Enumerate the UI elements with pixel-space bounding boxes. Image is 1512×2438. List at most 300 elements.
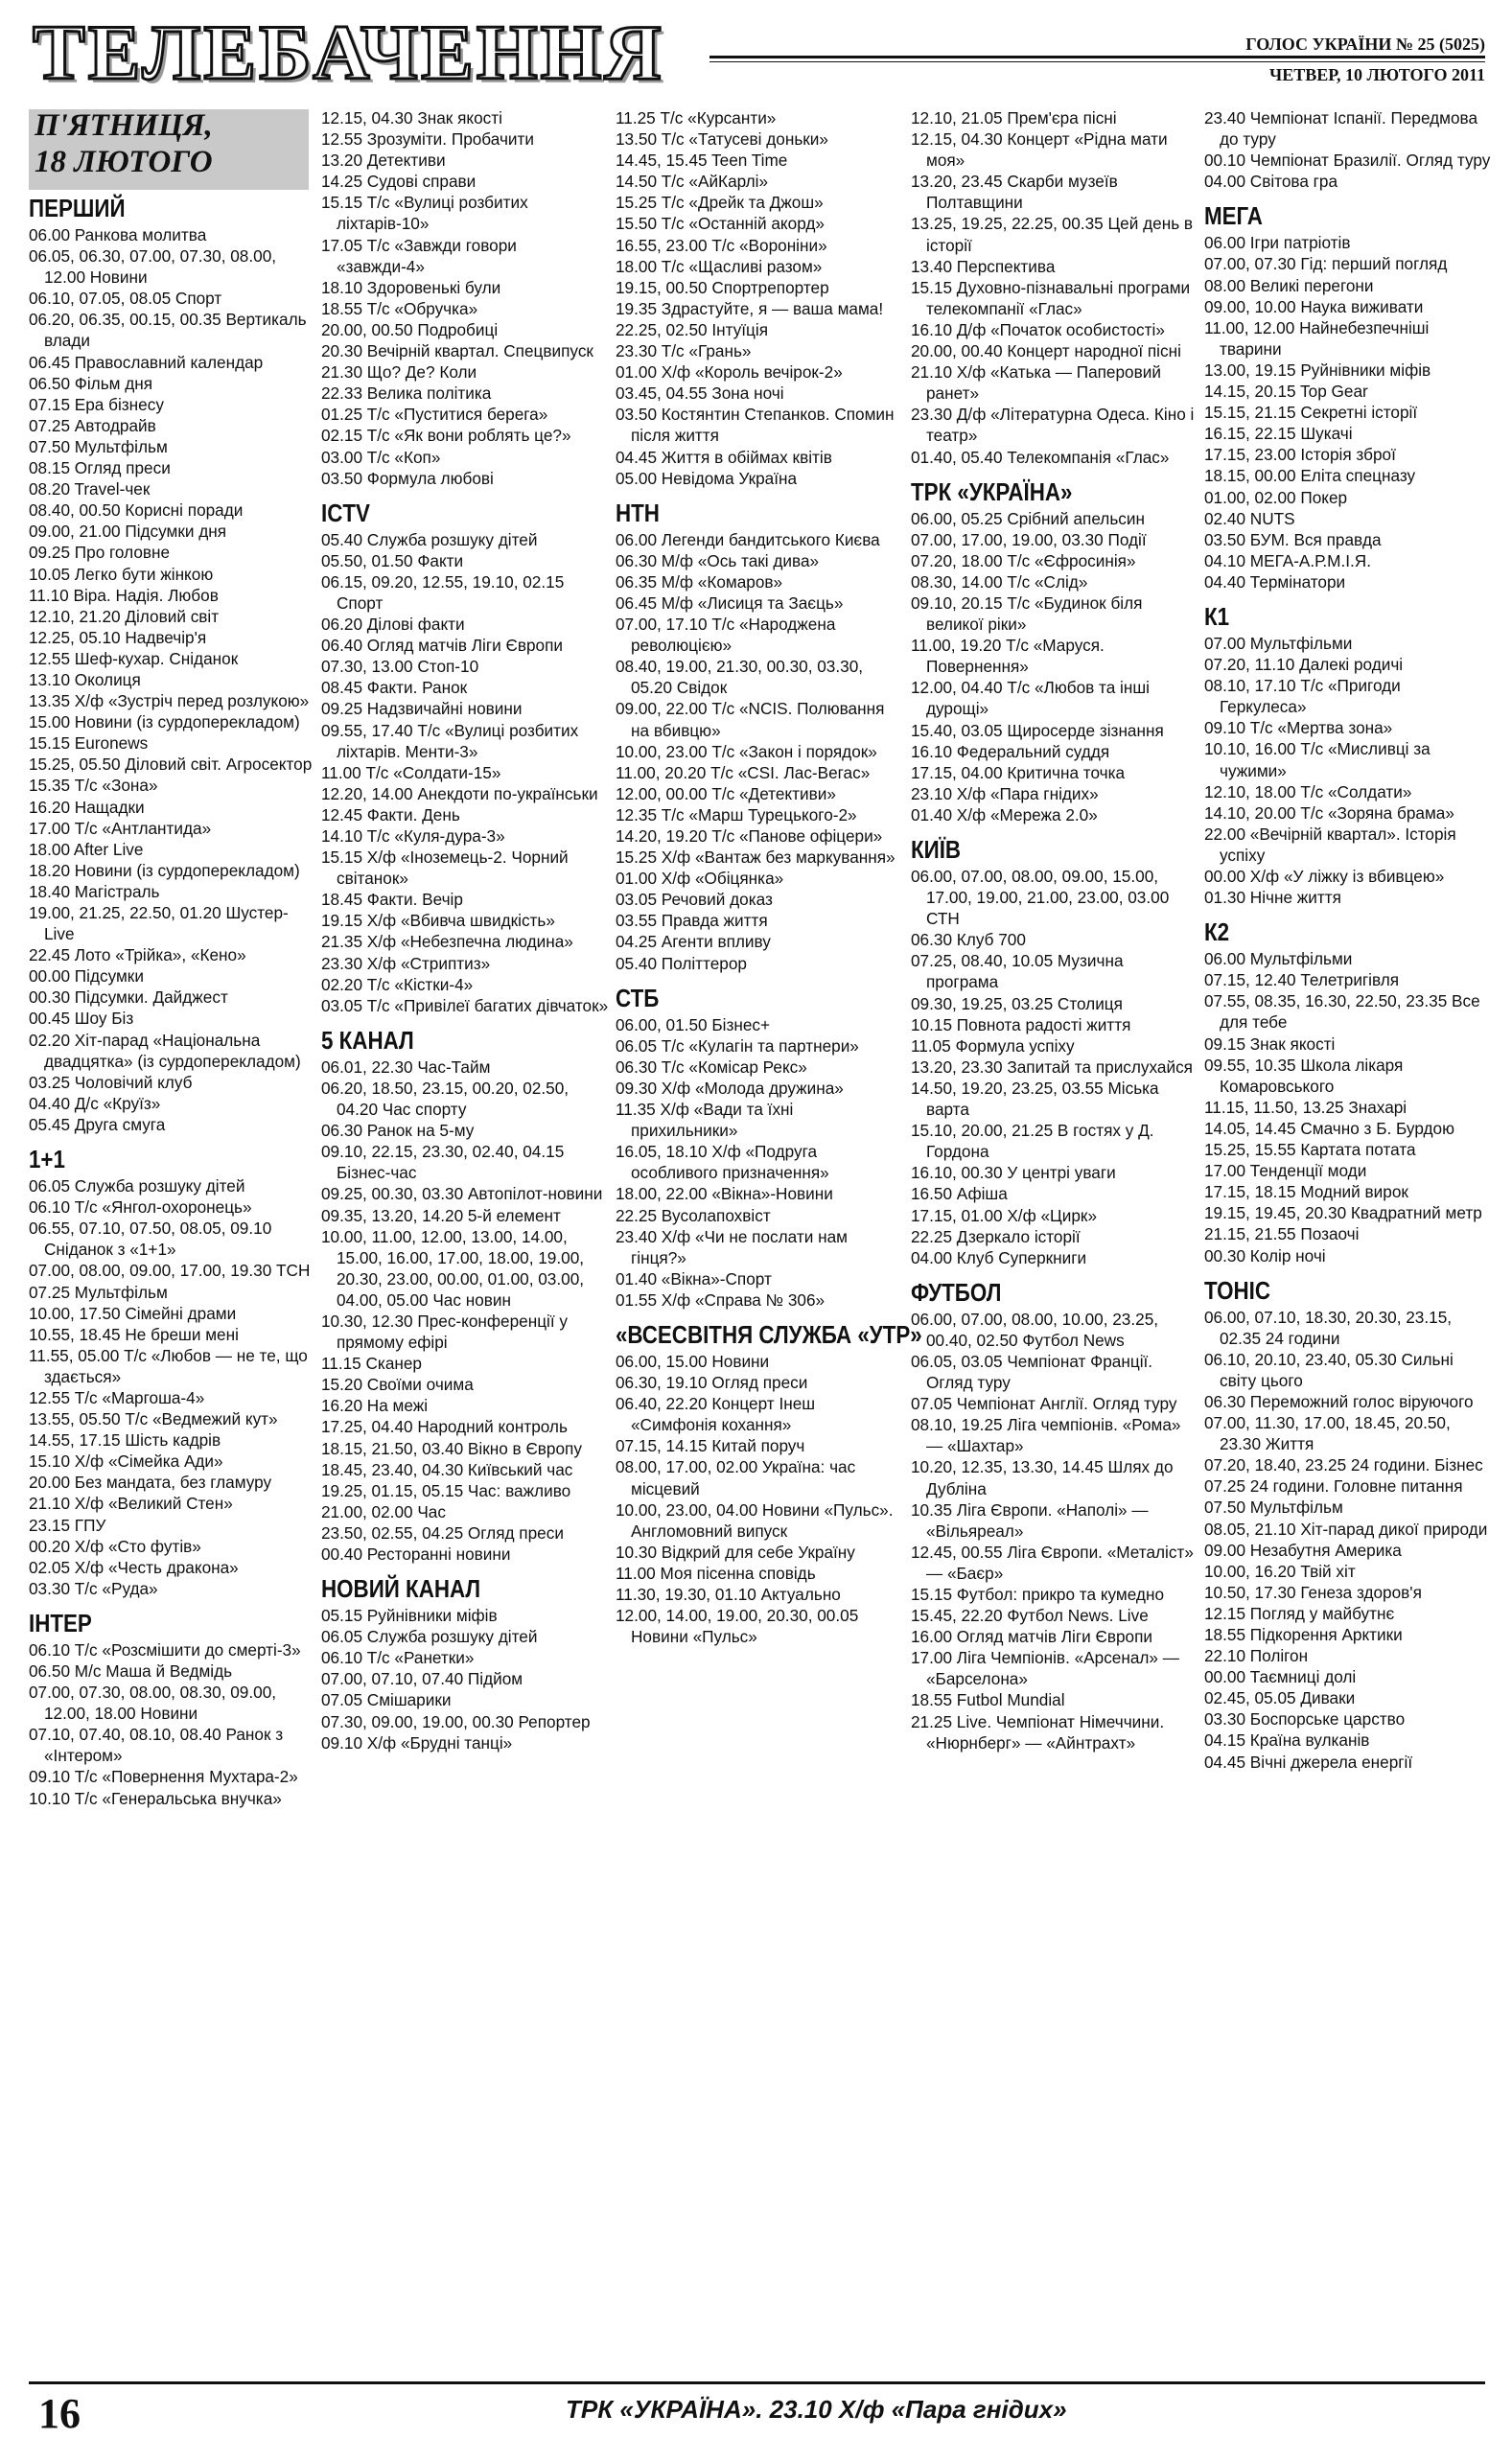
- issue-date: ЧЕТВЕР, 10 ЛЮТОГО 2011: [1269, 65, 1485, 84]
- program-item: 03.05 Речовий доказ: [616, 890, 773, 910]
- program-item: 08.10, 19.25 Ліга чемпіонів. «Рома» — «Шахтар»: [911, 1415, 1181, 1456]
- program-item: 09.00, 10.00 Наука виживати: [1204, 296, 1424, 316]
- program-item: 03.50 Формула любові: [321, 468, 494, 488]
- program-item: 17.15, 01.00 Х/ф «Цирк»: [911, 1205, 1098, 1225]
- program-item: 06.30 Клуб 700: [911, 930, 1026, 950]
- program-item: 06.00, 07.00, 08.00, 10.00, 23.25, 00.40, 02.50 Футбол News: [911, 1309, 1159, 1350]
- program-item: 14.50, 19.20, 23.25, 03.55 Міська варта: [911, 1078, 1159, 1120]
- program-item: 15.35 Т/с «Зона»: [29, 776, 158, 796]
- masthead: [0, 0, 1512, 105]
- program-item: 15.10, 20.00, 21.25 В гостях у Д. Гордона: [911, 1121, 1154, 1162]
- program-item: 06.35 М/ф «Комаров»: [616, 571, 783, 592]
- channel-name: ФУТБОЛ: [911, 1277, 1002, 1307]
- schedule-column-1: [29, 192, 316, 1809]
- program-item: 03.25 Чоловічий клуб: [29, 1072, 193, 1092]
- program-item: 03.05 Т/с «Привілеї багатих дівчаток»: [321, 995, 609, 1015]
- program-item: 04.00 Світова гра: [1204, 172, 1338, 192]
- program-item: 17.15, 23.00 Історія зброї: [1204, 445, 1396, 465]
- program-item: 04.25 Агенти впливу: [616, 932, 771, 952]
- program-item: 17.15, 04.00 Критична точка: [911, 762, 1126, 782]
- program-item: 13.20, 23.45 Скарби музеїв Полтавщини: [911, 172, 1118, 213]
- program-item: 06.05 Служба розшуку дітей: [321, 1627, 538, 1647]
- program-item: 02.40 NUTS: [1204, 508, 1295, 528]
- program-item: 16.00 Огляд матчів Ліги Європи: [911, 1627, 1152, 1647]
- program-item: 11.00 Моя пісенна сповідь: [616, 1563, 816, 1583]
- program-item: 15.15 Духовно-пізнавальні програми телекомпанії «Глас»: [911, 277, 1191, 318]
- program-item: 09.55, 10.35 Школа лікаря Комаровського: [1204, 1055, 1404, 1096]
- program-item: 02.20 Т/с «Кістки-4»: [321, 974, 474, 994]
- program-item: 10.15 Повнота радості життя: [911, 1014, 1131, 1034]
- program-item: 05.00 Невідома Україна: [616, 468, 798, 488]
- program-item: 06.00 Мультфільми: [1204, 949, 1353, 969]
- program-item: 01.30 Нічне життя: [1204, 888, 1341, 908]
- program-item: 10.00, 17.50 Сімейні драми: [29, 1303, 237, 1323]
- program-item: 23.30 Т/с «Грань»: [616, 341, 752, 361]
- program-item: 18.20 Новини (із сурдоперекладом): [29, 860, 300, 880]
- program-item: 12.15, 04.30 Концерт «Рідна мати моя»: [911, 129, 1168, 171]
- program-item: 07.20, 11.10 Далекі родичі: [1204, 655, 1404, 675]
- program-item: 06.50 М/с Маша й Ведмідь: [29, 1661, 233, 1681]
- program-item: 19.00, 21.25, 22.50, 01.20 Шустер-Live: [29, 903, 289, 944]
- program-item: 18.15, 00.00 Еліта спецназу: [1204, 466, 1416, 486]
- program-item: 22.45 Лото «Трійка», «Кено»: [29, 945, 246, 965]
- program-item: 07.30, 09.00, 19.00, 00.30 Репортер: [321, 1711, 591, 1731]
- section-title: ТЕЛЕБАЧЕННЯ: [33, 9, 664, 96]
- program-item: 09.35, 13.20, 14.20 5-й елемент: [321, 1205, 561, 1225]
- program-item: 05.15 Руйнівники міфів: [321, 1606, 498, 1626]
- channel-name: 1+1: [29, 1145, 65, 1174]
- program-item: 12.45 Факти. День: [321, 804, 460, 824]
- program-item: 16.10 Федеральний суддя: [911, 741, 1110, 761]
- program-item: 09.00, 22.00 Т/с «NCIS. Полювання на вбивцю»: [616, 699, 885, 740]
- program-item: 09.30, 19.25, 03.25 Столиця: [911, 993, 1123, 1013]
- program-item: 14.10, 20.00 Т/с «Зоряна брама»: [1204, 802, 1454, 823]
- program-item: 15.20 Своїми очима: [321, 1375, 474, 1395]
- program-item: 01.00, 02.00 Покер: [1204, 487, 1348, 507]
- program-item: 04.00 Клуб Суперкниги: [911, 1247, 1087, 1267]
- program-item: 09.10, 20.15 Т/с «Будинок біля великої ріки»: [911, 592, 1143, 635]
- program-item: 20.30 Вечірній квартал. Спецвипуск: [321, 341, 593, 361]
- program-item: 06.10 Т/с «Розсмішити до смерті-3»: [29, 1639, 301, 1660]
- program-item: 12.00, 14.00, 19.00, 20.30, 00.05 Новини «Пульс»: [616, 1606, 859, 1647]
- program-item: 06.10 Т/с «Ранетки»: [321, 1648, 475, 1668]
- program-item: 00.30 Колір ночі: [1204, 1245, 1326, 1265]
- program-item: 08.00 Великі перегони: [1204, 275, 1374, 295]
- program-item: 09.10 Х/ф «Брудні танці»: [321, 1732, 513, 1753]
- program-item: 20.00 Без мандата, без гламуру: [29, 1473, 272, 1493]
- program-item: 07.20, 18.00 Т/с «Єфросинія»: [911, 550, 1136, 570]
- program-item: 19.15 Х/ф «Вбивча швидкість»: [321, 911, 555, 931]
- program-item: 22.25, 02.50 Інтуїція: [616, 319, 769, 339]
- program-item: 06.00 Легенди бандитського Києва: [616, 529, 880, 549]
- program-item: 21.30 Що? Де? Коли: [321, 362, 477, 383]
- program-item: 12.55 Шеф-кухар. Сніданок: [29, 648, 239, 668]
- program-item: 07.10, 07.40, 08.10, 08.40 Ранок з «Інтером»: [29, 1725, 284, 1766]
- program-item: 03.30 Т/с «Руда»: [29, 1578, 158, 1598]
- program-item: 22.25 Вусолапохвіст: [616, 1205, 771, 1225]
- program-item: 05.40 Політтерор: [616, 953, 747, 973]
- program-item: 07.25 24 години. Головне питання: [1204, 1476, 1463, 1497]
- program-item: 10.00, 11.00, 12.00, 13.00, 14.00, 15.00, 16.00, 17.00, 18.00, 19.00, 20.30, 23.00, 00.00, 01.00, 03.00, 04.00, 05.00 Час новин: [321, 1226, 585, 1310]
- program-item: 01.55 Х/ф «Справа № 306»: [616, 1289, 826, 1310]
- program-item: 06.00, 01.50 Бізнес+: [616, 1014, 771, 1034]
- program-item: 14.05, 14.45 Смачно з Б. Бурдою: [1204, 1118, 1454, 1138]
- program-item: 13.10 Околиця: [29, 669, 141, 689]
- program-item: 00.10 Чемпіонат Бразилії. Огляд туру: [1204, 151, 1491, 171]
- program-item: 11.15, 11.50, 13.25 Знахарі: [1204, 1097, 1407, 1117]
- channel-name: НОВИЙ КАНАЛ: [321, 1574, 481, 1604]
- program-item: 17.25, 04.40 Народний контроль: [321, 1417, 568, 1437]
- program-item: 09.00, 21.00 Підсумки дня: [29, 522, 227, 542]
- program-item: 17.00 Ліга Чемпіонів. «Арсенал» — «Барселона»: [911, 1648, 1179, 1689]
- program-item: 21.35 Х/ф «Небезпечна людина»: [321, 932, 573, 952]
- program-item: 00.20 Х/ф «Сто футів»: [29, 1536, 201, 1556]
- program-item: 02.20 Хіт-парад «Національна двадцятка» (із сурдоперекладом): [29, 1030, 301, 1071]
- program-item: 21.25 Live. Чемпіонат Німеччини. «Нюрнберг» — «Айнтрахт»: [911, 1711, 1165, 1753]
- page-number: 16: [38, 2390, 81, 2437]
- program-item: 16.20 На межі: [321, 1396, 429, 1416]
- program-item: 06.20 Ділові факти: [321, 615, 465, 635]
- program-item: 06.05 Т/с «Кулагін та партнери»: [616, 1035, 859, 1056]
- program-item: 01.00 Х/ф «Обіцянка»: [616, 869, 784, 889]
- program-item: 07.25, 08.40, 10.05 Музична програма: [911, 951, 1124, 992]
- program-item: 12.25, 05.10 Надвечір'я: [29, 627, 207, 647]
- program-item: 02.15 Т/с «Як вони роблять це?»: [321, 426, 571, 446]
- program-item: 13.20, 23.30 Запитай та прислухайся: [911, 1056, 1193, 1077]
- program-item: 10.00, 23.00, 04.00 Новини «Пульс». Англомовний випуск: [616, 1499, 894, 1541]
- channel-name: ІНТЕР: [29, 1608, 92, 1637]
- program-item: 06.10, 20.10, 23.40, 05.30 Сильні світу цього: [1204, 1349, 1454, 1390]
- program-item: 01.40 «Вікна»-Спорт: [616, 1268, 772, 1289]
- program-item: 17.05 Т/с «Завжди говори «завжди-4»: [321, 235, 517, 276]
- program-item: 21.00, 02.00 Час: [321, 1501, 446, 1521]
- program-item: 07.50 Мультфільм: [29, 436, 168, 456]
- program-item: 00.00 Х/ф «У ліжку із вбивцею»: [1204, 867, 1445, 886]
- program-item: 09.00 Незабутня Америка: [1204, 1540, 1402, 1560]
- program-item: 06.05, 06.30, 07.00, 07.30, 08.00, 12.00 Новини: [29, 246, 277, 288]
- program-item: 10.30, 12.30 Прес-конференції у прямому ефірі: [321, 1311, 569, 1353]
- program-item: 00.30 Підсумки. Дайджест: [29, 987, 228, 1008]
- program-item: 06.10 Т/с «Янгол-охоронець»: [29, 1197, 252, 1218]
- program-item: 07.15, 12.40 Телетригівля: [1204, 970, 1400, 990]
- program-item: 06.40 Огляд матчів Ліги Європи: [321, 636, 563, 656]
- program-item: 02.05 Х/ф «Честь дракона»: [29, 1557, 239, 1577]
- footer-promo: ТРК «УКРАЇНА». 23.10 Х/ф «Пара гнідих»: [566, 2395, 1067, 2424]
- program-item: 12.10, 18.00 Т/с «Солдати»: [1204, 781, 1412, 801]
- program-item: 11.10 Віра. Надія. Любов: [29, 585, 219, 605]
- program-item: 23.15 ГПУ: [29, 1515, 106, 1535]
- program-item: 16.10 Д/ф «Початок особистості»: [911, 319, 1165, 339]
- program-item: 11.00, 20.20 Т/с «CSI. Лас-Вегас»: [616, 762, 871, 782]
- program-item: 11.35 Х/ф «Вади та їхні прихильники»: [616, 1100, 794, 1141]
- program-item: 06.30 Ранок на 5-му: [321, 1121, 475, 1141]
- program-item: 07.00, 07.30, 08.00, 08.30, 09.00, 12.00, 18.00 Новини: [29, 1683, 277, 1724]
- program-item: 21.10 Х/ф «Катька — Паперовий ранет»: [911, 362, 1161, 404]
- program-item: 12.10, 21.20 Діловий світ: [29, 606, 220, 626]
- channel-name: 5 КАНАЛ: [321, 1025, 414, 1055]
- program-item: 07.00, 11.30, 17.00, 18.45, 20.50, 23.30 Життя: [1204, 1413, 1451, 1454]
- program-item: 03.55 Правда життя: [616, 911, 768, 931]
- program-item: 07.15, 14.15 Китай поруч: [616, 1436, 805, 1456]
- program-item: 04.45 Вічні джерела енергії: [1204, 1752, 1413, 1772]
- program-item: 18.55 Т/с «Обручка»: [321, 298, 478, 318]
- program-item: 09.25 Про головне: [29, 543, 171, 563]
- program-item: 07.00, 17.10 Т/с «Народжена революцією»: [616, 615, 836, 656]
- program-item: 17.00 Т/с «Антлантида»: [29, 818, 212, 838]
- program-item: 18.00, 22.00 «Вікна»-Новини: [616, 1184, 833, 1204]
- program-item: 07.00, 07.30 Гід: перший погляд: [1204, 254, 1448, 274]
- program-item: 06.30, 19.10 Огляд преси: [616, 1373, 808, 1393]
- program-item: 06.40, 22.20 Концерт Інеш «Симфонія кохання»: [616, 1394, 816, 1435]
- program-item: 16.10, 00.30 У центрі уваги: [911, 1163, 1116, 1183]
- program-item: 23.50, 02.55, 04.25 Огляд преси: [321, 1522, 564, 1543]
- program-item: 11.25 Т/с «Курсанти»: [616, 108, 777, 128]
- program-item: 04.40 Термінатори: [1204, 571, 1346, 592]
- program-item: 18.45, 23.40, 04.30 Київський час: [321, 1459, 573, 1479]
- program-item: 14.20, 19.20 Т/с «Панове офіцери»: [616, 826, 883, 846]
- schedule-column-4: [911, 107, 1198, 1753]
- program-item: 06.20, 06.35, 00.15, 00.35 Вертикаль влади: [29, 310, 307, 351]
- program-item: 18.10 Здоровенькі були: [321, 277, 501, 297]
- program-item: 08.05, 21.10 Хіт-парад дикої природи: [1204, 1519, 1488, 1539]
- program-item: 06.01, 22.30 Час-Тайм: [321, 1056, 491, 1077]
- program-item: 18.00 Т/с «Щасливі разом»: [616, 256, 823, 276]
- program-item: 00.40 Ресторанні новини: [321, 1544, 511, 1564]
- program-item: 08.45 Факти. Ранок: [321, 678, 468, 698]
- program-item: 12.35 Т/с «Марш Турецького-2»: [616, 804, 857, 824]
- program-item: 15.40, 03.05 Щиросерде зізнання: [911, 720, 1164, 740]
- program-item: 08.00, 17.00, 02.00 Україна: час місцевий: [616, 1457, 856, 1498]
- program-item: 14.25 Судові справи: [321, 172, 477, 192]
- program-item: 15.50 Т/с «Останній акорд»: [616, 214, 825, 234]
- program-item: 10.30 Відкрий для себе Україну: [616, 1542, 855, 1562]
- program-item: 23.40 Х/ф «Чи не послати нам гінця?»: [616, 1226, 848, 1267]
- program-item: 07.25 Автодрайв: [29, 415, 156, 435]
- program-item: 07.15 Ера бізнесу: [29, 394, 164, 414]
- program-item: 09.10 Т/с «Повернення Мухтара-2»: [29, 1767, 298, 1787]
- program-item: 12.00, 04.40 Т/с «Любов та інші дурощі»: [911, 678, 1150, 719]
- day-date: 18 ЛЮТОГО: [35, 145, 213, 179]
- program-item: 11.55, 05.00 Т/с «Любов — не те, що здається»: [29, 1345, 308, 1386]
- program-item: 03.50 Костянтин Степанков. Спомин після життя: [616, 405, 895, 446]
- program-item: 19.25, 01.15, 05.15 Час: важливо: [321, 1480, 571, 1500]
- program-item: 01.40 Х/ф «Мережа 2.0»: [911, 804, 1098, 824]
- program-item: 04.15 Країна вулканів: [1204, 1730, 1370, 1751]
- program-item: 18.40 Магістраль: [29, 881, 160, 901]
- program-item: 06.45 Православний календар: [29, 352, 264, 372]
- program-item: 06.00 Ранкова молитва: [29, 225, 207, 244]
- program-item: 17.15, 18.15 Модний вирок: [1204, 1182, 1408, 1202]
- program-item: 16.05, 18.10 Х/ф «Подруга особливого призначення»: [616, 1142, 829, 1183]
- program-item: 22.10 Полігон: [1204, 1646, 1309, 1666]
- program-item: 08.40, 19.00, 21.30, 00.30, 03.30, 05.20 Свідок: [616, 657, 864, 698]
- program-item: 20.00, 00.50 Подробиці: [321, 319, 499, 339]
- program-item: 09.25 Надзвичайні новини: [321, 699, 523, 719]
- program-item: 13.35 Х/ф «Зустріч перед розлукою»: [29, 691, 310, 711]
- program-item: 11.30, 19.30, 01.10 Актуально: [616, 1585, 841, 1604]
- program-item: 09.55, 17.40 Т/с «Вулиці розбитих ліхтарів. Менти-3»: [321, 720, 579, 761]
- program-item: 21.15, 21.55 Позаочі: [1204, 1224, 1360, 1244]
- program-item: 15.00 Новини (із сурдоперекладом): [29, 712, 300, 732]
- program-item: 12.55 Зрозуміти. Пробачити: [321, 129, 534, 150]
- program-item: 10.20, 12.35, 13.30, 14.45 Шлях до Дубліна: [911, 1457, 1174, 1498]
- program-item: 06.30 Т/с «Комісар Рекс»: [616, 1056, 807, 1077]
- program-item: 06.20, 18.50, 23.15, 00.20, 02.50, 04.20 Час спорту: [321, 1078, 570, 1120]
- program-item: 16.15, 22.15 Шукачі: [1204, 424, 1353, 444]
- program-item: 06.05 Служба розшуку дітей: [29, 1176, 245, 1196]
- program-item: 12.55 Т/с «Маргоша-4»: [29, 1387, 205, 1407]
- program-item: 06.00 Ігри патріотів: [1204, 233, 1351, 253]
- program-item: 18.00 After Live: [29, 839, 144, 859]
- program-item: 11.15 Сканер: [321, 1354, 422, 1374]
- program-item: 07.00 Мультфільми: [1204, 633, 1353, 653]
- program-item: 06.50 Фільм дня: [29, 373, 153, 393]
- channel-name: МЕГА: [1204, 201, 1263, 231]
- program-item: 17.00 Тенденції моди: [1204, 1161, 1367, 1181]
- program-item: 02.45, 05.05 Диваки: [1204, 1688, 1356, 1708]
- program-item: 10.35 Ліга Європи. «Наполі» — «Вільяреал»: [911, 1499, 1149, 1541]
- program-item: 06.30 М/ф «Ось такі дива»: [616, 550, 820, 570]
- program-item: 13.25, 19.25, 22.25, 00.35 Цей день в історії: [911, 214, 1194, 255]
- program-item: 07.05 Чемпіонат Англії. Огляд туру: [911, 1394, 1177, 1414]
- program-item: 04.10 МЕГА-А.Р.М.І.Я.: [1204, 550, 1371, 570]
- channel-name: ICTV: [321, 498, 370, 527]
- masthead-rule: [709, 56, 1485, 58]
- program-item: 08.10, 17.10 Т/с «Пригоди Геркулеса»: [1204, 676, 1401, 717]
- program-item: 15.15, 21.15 Секретні історії: [1204, 403, 1418, 423]
- program-item: 23.10 Х/ф «Пара гнідих»: [911, 783, 1099, 803]
- program-item: 03.50 БУМ. Вся правда: [1204, 529, 1382, 549]
- channel-name: СТБ: [616, 983, 660, 1012]
- footer-rule: [29, 2381, 1485, 2384]
- program-item: 03.00 Т/с «Коп»: [321, 447, 441, 467]
- program-item: 11.05 Формула успіху: [911, 1035, 1075, 1056]
- program-item: 08.15 Огляд преси: [29, 458, 171, 478]
- program-item: 14.15, 20.15 Top Gear: [1204, 382, 1368, 402]
- masthead-rule-thin: [709, 61, 1485, 62]
- program-item: 19.15, 00.50 Спортрепортер: [616, 277, 829, 297]
- program-item: 01.25 Т/с «Пуститися берега»: [321, 405, 548, 425]
- program-item: 00.45 Шоу Біз: [29, 1009, 134, 1029]
- program-item: 07.50 Мультфільм: [1204, 1498, 1343, 1518]
- program-item: 06.00, 15.00 Новини: [616, 1351, 770, 1371]
- program-item: 08.40, 00.50 Корисні поради: [29, 500, 244, 521]
- program-item: 07.00, 17.00, 19.00, 03.30 Події: [911, 529, 1147, 549]
- schedule-column-2: [321, 107, 609, 1753]
- schedule-column-5: [1204, 107, 1492, 1773]
- program-item: 15.25 Х/ф «Вантаж без маркування»: [616, 847, 896, 868]
- program-item: 06.15, 09.20, 12.55, 19.10, 02.15 Спорт: [321, 571, 565, 613]
- program-item: 09.15 Знак якості: [1204, 1033, 1336, 1054]
- program-item: 18.55 Futbol Mundial: [911, 1690, 1065, 1710]
- program-item: 12.10, 21.05 Прем'єра пісні: [911, 108, 1117, 128]
- program-item: 13.00, 19.15 Руйнівники міфів: [1204, 360, 1431, 380]
- program-item: 10.00, 23.00 Т/с «Закон і порядок»: [616, 741, 877, 761]
- program-item: 00.00 Підсумки: [29, 966, 144, 987]
- program-item: 15.25 Т/с «Дрейк та Джош»: [616, 193, 824, 213]
- program-item: 12.15, 04.30 Знак якості: [321, 108, 502, 128]
- program-item: 04.40 Д/с «Круїз»: [29, 1093, 161, 1113]
- program-item: 11.00 Т/с «Солдати-15»: [321, 762, 501, 782]
- program-item: 12.45, 00.55 Ліга Європи. «Металіст» — «Баєр»: [911, 1542, 1194, 1583]
- program-item: 07.30, 13.00 Стоп-10: [321, 657, 479, 677]
- program-item: 13.50 Т/с «Татусеві доньки»: [616, 129, 828, 150]
- program-item: 07.20, 18.40, 23.25 24 години. Бізнес: [1204, 1455, 1483, 1475]
- program-item: 06.45 М/ф «Лисиця та Заєць»: [616, 592, 844, 613]
- channel-name: ТОНІС: [1204, 1275, 1271, 1305]
- program-item: 18.45 Факти. Вечір: [321, 890, 463, 910]
- program-item: 16.50 Афіша: [911, 1184, 1008, 1204]
- channel-name: НТН: [616, 498, 660, 527]
- program-item: 06.30 Переможний голос віруючого: [1204, 1391, 1474, 1411]
- channel-name: «ВСЕСВІТНЯ СЛУЖБА «УТР»: [616, 1319, 922, 1349]
- program-item: 10.00, 16.20 Твій хіт: [1204, 1561, 1356, 1581]
- channel-name: КИЇВ: [911, 835, 962, 864]
- program-item: 15.10 Х/ф «Сімейка Ади»: [29, 1451, 223, 1472]
- program-item: 14.55, 17.15 Шість кадрів: [29, 1430, 221, 1451]
- program-item: 06.05, 03.05 Чемпіонат Франції. Огляд туру: [911, 1351, 1153, 1393]
- program-item: 12.00, 00.00 Т/с «Детективи»: [616, 783, 836, 803]
- program-item: 12.15 Погляд у майбутнє: [1204, 1603, 1395, 1623]
- program-item: 23.40 Чемпіонат Іспанії. Передмова до туру: [1204, 108, 1478, 150]
- program-item: 22.33 Велика політика: [321, 383, 492, 404]
- channel-name: К2: [1204, 917, 1230, 947]
- program-item: 11.00, 19.20 Т/с «Маруся. Повернення»: [911, 636, 1105, 677]
- program-item: 05.45 Друга смуга: [29, 1114, 166, 1134]
- program-item: 08.20 Travel-чек: [29, 479, 151, 499]
- program-item: 13.40 Перспектива: [911, 256, 1056, 276]
- program-item: 13.20 Детективи: [321, 151, 446, 171]
- program-item: 15.25, 15.55 Картата потата: [1204, 1140, 1416, 1160]
- program-item: 20.00, 00.40 Концерт народної пісні: [911, 341, 1181, 361]
- program-item: 14.45, 15.45 Teen Time: [616, 151, 788, 171]
- program-item: 18.55 Підкорення Арктики: [1204, 1625, 1403, 1644]
- program-item: 10.55, 18.45 Не бреши мені: [29, 1324, 239, 1344]
- program-item: 15.15 Т/с «Вулиці розбитих ліхтарів-10»: [321, 193, 528, 234]
- program-item: 23.30 Д/ф «Літературна Одеса. Кіно і театр»: [911, 405, 1195, 446]
- program-item: 09.30 Х/ф «Молода дружина»: [616, 1078, 844, 1098]
- program-item: 23.30 Х/ф «Стриптиз»: [321, 953, 491, 973]
- program-item: 03.45, 04.55 Зона ночі: [616, 383, 784, 404]
- channel-name: К1: [1204, 601, 1230, 631]
- program-item: 19.15, 19.45, 20.30 Квадратний метр: [1204, 1203, 1482, 1223]
- program-item: 01.00 Х/ф «Король вечірок-2»: [616, 362, 843, 383]
- program-item: 07.55, 08.35, 16.30, 22.50, 23.35 Все для тебе: [1204, 991, 1480, 1033]
- program-item: 04.45 Життя в обіймах квітів: [616, 447, 832, 467]
- program-item: 06.00, 07.10, 18.30, 20.30, 23.15, 02.35 24 години: [1204, 1307, 1453, 1348]
- program-item: 07.00, 07.10, 07.40 Підйом: [321, 1669, 523, 1689]
- day-weekday: П'ЯТНИЦЯ,: [35, 108, 213, 143]
- program-item: 15.45, 22.20 Футбол News. Live: [911, 1606, 1149, 1626]
- channel-name: ТРК «УКРАЇНА»: [911, 476, 1073, 506]
- program-item: 16.20 Нащадки: [29, 797, 145, 817]
- program-item: 14.10 Т/с «Куля-дура-3»: [321, 826, 505, 846]
- program-item: 21.10 Х/ф «Великий Стен»: [29, 1494, 233, 1514]
- program-item: 10.50, 17.30 Генеза здоров'я: [1204, 1582, 1422, 1602]
- program-item: 10.05 Легко бути жінкою: [29, 564, 214, 584]
- program-item: 09.10 Т/с «Мертва зона»: [1204, 718, 1393, 738]
- program-item: 15.15 Х/ф «Іноземець-2. Чорний світанок»: [321, 847, 569, 889]
- program-item: 09.10, 22.15, 23.30, 02.40, 04.15 Бізнес-час: [321, 1142, 565, 1183]
- program-item: 06.00, 07.00, 08.00, 09.00, 15.00, 17.00, 19.00, 21.00, 23.00, 03.00 СТН: [911, 867, 1170, 929]
- program-item: 01.40, 05.40 Телекомпанія «Глас»: [911, 447, 1170, 467]
- program-item: 05.40 Служба розшуку дітей: [321, 529, 538, 549]
- program-item: 06.10, 07.05, 08.05 Спорт: [29, 289, 222, 309]
- program-item: 16.55, 23.00 Т/с «Вороніни»: [616, 235, 827, 255]
- program-item: 15.15 Футбол: прикро та кумедно: [911, 1585, 1165, 1604]
- schedule-column-3: [616, 107, 922, 1647]
- program-item: 05.50, 01.50 Факти: [321, 550, 464, 570]
